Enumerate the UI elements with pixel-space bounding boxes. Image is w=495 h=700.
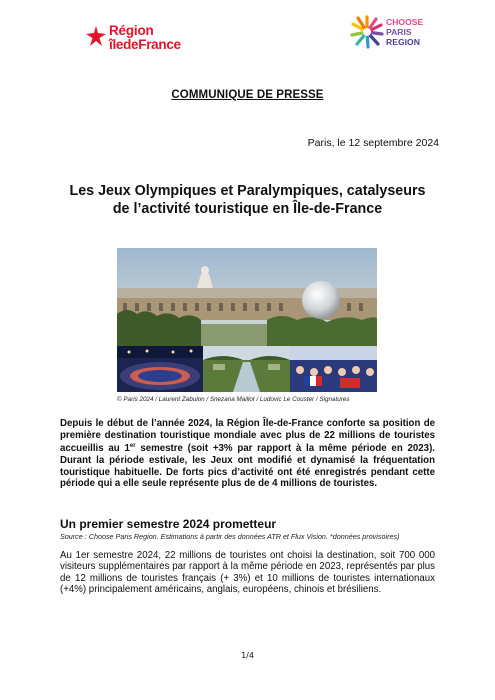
page-title bbox=[60, 182, 435, 218]
choose-paris-region-logo bbox=[350, 15, 440, 51]
intro-text-1: Depuis le début de l’année 2024, la Région Île-de-France conforte sa position de première destination touristique mondiale avec plus de 22 millions de touristes accueillis au 1 bbox=[60, 418, 435, 455]
photo-versailles-gardens bbox=[203, 346, 290, 392]
intro-text-2: semestre (soit +3% par rapport à la même période en 2023). Durant la période estivale, les Jeux ont modifié et dynamisé la fréquentation touristique habituelle. De forts pics d’activité ont été enregistrés pendant cette période qui a elle seule représente plus de de 4 millions de touristes. bbox=[60, 443, 435, 490]
logo-idf-word: îledeFrance bbox=[109, 37, 181, 52]
title-line-1: Les Jeux Olympiques et Paralympiques, catalyseurs bbox=[69, 183, 426, 199]
section-source: Source : Choose Paris Region. Estimations à partir des données ATR et Flux Vision. *données provisoires) bbox=[60, 532, 400, 541]
starburst-icon bbox=[350, 15, 384, 49]
logo-paris-word: PARIS bbox=[386, 27, 412, 37]
section-heading: Un premier semestre 2024 prometteur bbox=[60, 517, 277, 531]
intro-superscript: er bbox=[129, 443, 136, 450]
document-type-heading: COMMUNIQUE DE PRESSE bbox=[171, 89, 324, 101]
logo-region-word-2: REGION bbox=[386, 37, 420, 47]
region-ile-de-france-logo bbox=[86, 22, 204, 52]
title-line-2: de l’activité touristique en Île-de-France bbox=[112, 201, 383, 217]
star-icon bbox=[86, 26, 106, 46]
logo-choose-word: CHOOSE bbox=[386, 17, 424, 27]
photo-credit: © Paris 2024 / Laurent Zabulon / Snezana Maillot / Ludovic Le Couster / Signatures bbox=[117, 396, 350, 403]
photo-velodrome-crowd bbox=[117, 346, 203, 392]
photo-stadium-supporters bbox=[290, 346, 377, 392]
page-number: 1/4 bbox=[241, 651, 254, 660]
intro-paragraph bbox=[60, 418, 435, 490]
section-body: Au 1er semestre 2024, 22 millions de touristes ont choisi la destination, soit 700 000 visiteurs supplémentaires par rapport à la même période en 2023, représentés par plus de 12 millions de touristes français (+ 3%) et 10 millions de touristes internationaux (+4%) principalement américains, anglais, européens, chinois et brésiliens. bbox=[60, 550, 435, 596]
photo-paris-skyline-balloon bbox=[117, 248, 377, 346]
logo-region-word: Région bbox=[109, 23, 154, 38]
date-line: Paris, le 12 septembre 2024 bbox=[307, 137, 439, 149]
